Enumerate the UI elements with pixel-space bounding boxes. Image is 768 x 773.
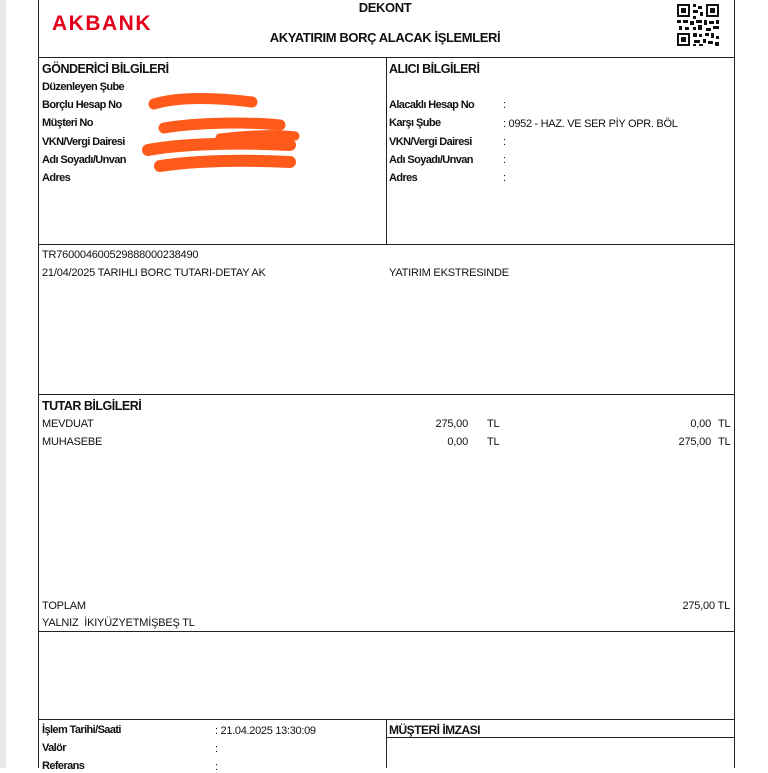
- divider: [38, 631, 734, 632]
- document-subtitle: AKYATIRIM BORÇ ALACAK İŞLEMLERİ: [269, 30, 501, 45]
- iban-text: TR760004600529888000238490: [42, 249, 199, 261]
- total-value: 275,00 TL: [682, 600, 730, 612]
- receiver-section-title: ALICI BİLGİLERİ: [389, 62, 480, 76]
- footer-label-datetime: İşlem Tarihi/Saati: [42, 724, 121, 736]
- receiver-value-tax-id: :: [503, 136, 506, 148]
- amount-row-credit-currency: TL: [718, 418, 731, 430]
- receiver-value-account: :: [503, 99, 506, 111]
- signature-title: MÜŞTERİ İMZASI: [389, 723, 480, 737]
- amount-row-credit: 0,00: [690, 418, 711, 430]
- sender-label-account: Borçlu Hesap No: [42, 99, 122, 111]
- receiver-value-branch: : 0952 - HAZ. VE SER PİY OPR. BÖL: [503, 118, 678, 130]
- sender-label-tax-id: VKN/Vergi Dairesi: [42, 136, 125, 148]
- receiver-label-name: Adı Soyadı/Unvan: [389, 154, 473, 166]
- page-edge: [0, 0, 6, 768]
- amount-row-debit-currency: TL: [487, 418, 500, 430]
- amount-row-name: MEVDUAT: [42, 418, 94, 430]
- footer-value-value-date: :: [215, 743, 218, 755]
- footer-label-value-date: Valör: [42, 742, 66, 754]
- amount-row-debit: 275,00: [435, 418, 468, 430]
- amount-row-debit: 0,00: [447, 436, 468, 448]
- receiver-label-account: Alacaklı Hesap No: [389, 99, 475, 111]
- receiver-value-name: :: [503, 154, 506, 166]
- amount-row-debit-currency: TL: [487, 436, 500, 448]
- column-divider: [386, 57, 387, 245]
- receiver-label-tax-id: VKN/Vergi Dairesi: [389, 136, 472, 148]
- description-text: 21/04/2025 TARIHLI BORC TUTARI-DETAY AK: [42, 267, 266, 279]
- divider: [386, 737, 734, 738]
- amount-row-credit: 275,00: [678, 436, 711, 448]
- sender-label-name: Adı Soyadı/Unvan: [42, 154, 126, 166]
- sender-label-branch: Düzenleyen Şube: [42, 81, 125, 93]
- description-text-cont: YATIRIM EKSTRESINDE: [389, 267, 509, 279]
- sender-label-customer-no: Müşteri No: [42, 117, 93, 129]
- sender-section-title: GÖNDERİCİ BİLGİLERİ: [42, 62, 169, 76]
- column-divider: [386, 719, 387, 768]
- footer-value-datetime: : 21.04.2025 13:30:09: [215, 725, 316, 737]
- qr-code-icon: [676, 3, 720, 47]
- amount-in-words: YALNIZ İKIYÜZYETMİŞBEŞ TL: [42, 617, 195, 629]
- total-label: TOPLAM: [42, 600, 86, 612]
- sender-label-address: Adres: [42, 172, 71, 184]
- receiver-label-address: Adres: [389, 172, 418, 184]
- receiver-value-address: :: [503, 172, 506, 184]
- footer-value-reference: :: [215, 761, 218, 773]
- amounts-section-title: TUTAR BİLGİLERİ: [42, 399, 142, 413]
- amount-row-name: MUHASEBE: [42, 436, 103, 448]
- receiver-label-branch: Karşı Şube: [389, 117, 441, 129]
- amount-row-credit-currency: TL: [718, 436, 731, 448]
- redaction-mark: [140, 90, 305, 180]
- footer-label-reference: Referans: [42, 760, 85, 772]
- document-title: DEKONT: [358, 0, 412, 15]
- akbank-logo: AKBANK: [52, 12, 152, 35]
- divider: [38, 394, 734, 395]
